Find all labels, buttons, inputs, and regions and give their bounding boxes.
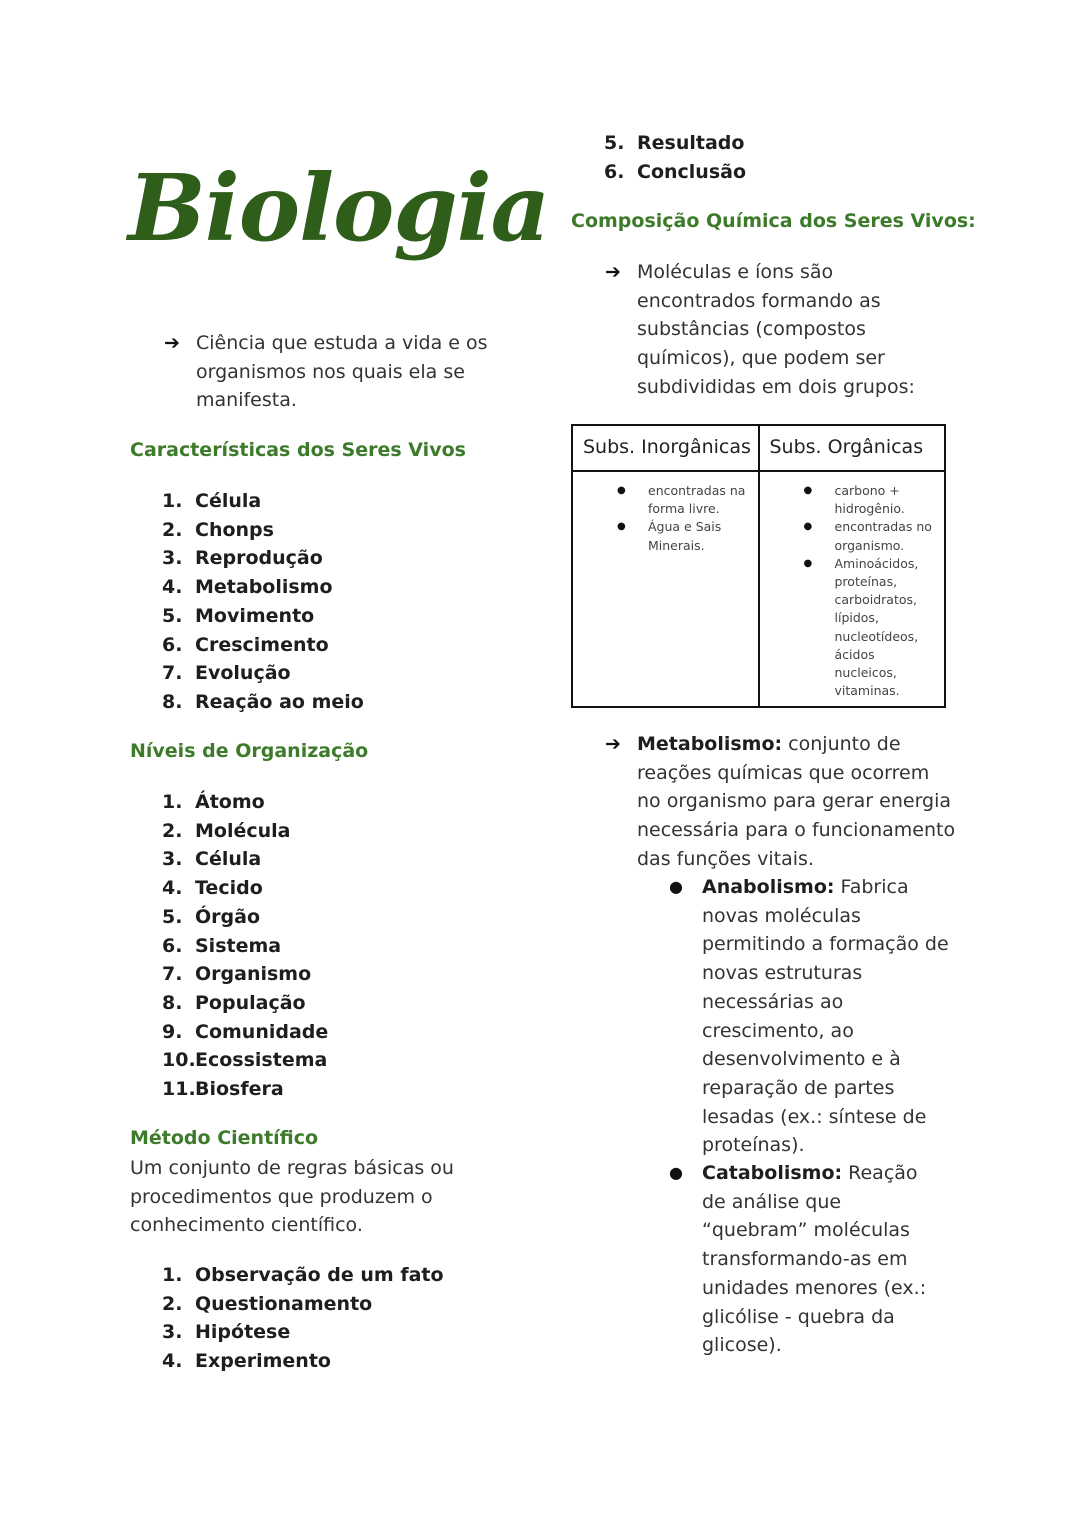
inorganicas-list <box>577 482 754 555</box>
list-item-label: Observação de um fato <box>195 1264 444 1286</box>
metodo-list-left <box>130 1261 444 1376</box>
metodo-text: Um conjunto de regras básicas ou procedimentos que produzem o conhecimento científico. <box>130 1157 454 1237</box>
list-item-label: Movimento <box>195 604 315 627</box>
list-item-label: População <box>195 991 306 1014</box>
list-item <box>130 544 364 573</box>
bullet-icon: ● <box>617 521 626 533</box>
list-item-number: 4. <box>162 1350 183 1373</box>
list-item <box>130 932 328 961</box>
list-item-label: Experimento <box>195 1350 331 1373</box>
catabolismo-text: Reação de análise que “quebram” moléculas transformando-as em unidades menores (ex.: glicólise - quebra da glicose). <box>702 1162 927 1357</box>
metabolismo-term: Metabolismo: <box>637 733 783 755</box>
niveis-list <box>130 788 328 1104</box>
list-item-number: 3. <box>162 848 183 871</box>
list-item-label: Metabolismo <box>195 576 333 599</box>
list-item <box>130 1075 328 1104</box>
table-cell-inorganicas <box>572 471 759 707</box>
list-item-label: Conclusão <box>637 160 747 183</box>
list-item-number: 2. <box>162 819 183 842</box>
arrow-icon: ➔ <box>605 261 621 283</box>
list-item-number: 1. <box>162 490 183 512</box>
list-item-label: Tecido <box>195 877 263 900</box>
list-item-number: 3. <box>162 547 183 570</box>
list-item-label: Célula <box>195 490 262 512</box>
anabolismo-item <box>669 873 952 1160</box>
list-item-number: 5. <box>604 132 625 154</box>
list-item <box>130 903 328 932</box>
list-item <box>130 788 328 817</box>
table-list-text: encontradas na forma livre. <box>648 483 746 517</box>
metodo-list-right <box>572 129 746 186</box>
list-item <box>130 1290 444 1319</box>
list-item-label: Molécula <box>195 819 291 842</box>
table-header-organicas: Subs. Orgânicas <box>759 425 946 471</box>
table-cell-organicas <box>759 471 946 707</box>
list-item-number: 1. <box>162 791 183 813</box>
list-item <box>130 659 364 688</box>
bullet-icon: ● <box>669 877 683 896</box>
table-list-item <box>577 518 754 554</box>
list-item <box>130 817 328 846</box>
list-item <box>130 874 328 903</box>
composicao-text: Moléculas e íons são encontrados formando as substâncias (compostos químicos), que podem ser subdivididas em dois grupos: <box>637 261 915 398</box>
list-item-number: 6. <box>162 633 183 656</box>
page-title: Biologia <box>128 154 550 262</box>
bullet-icon: ● <box>803 485 813 496</box>
list-item-number: 2. <box>162 518 183 541</box>
list-item-number: 8. <box>162 991 183 1014</box>
list-item-number: 1. <box>162 1264 183 1286</box>
list-item-number: 9. <box>162 1020 183 1043</box>
table-list-item <box>764 482 941 518</box>
list-item-label: Sistema <box>195 934 282 957</box>
list-item <box>130 516 364 545</box>
metabolismo-text: conjunto de reações químicas que ocorrem no organismo para gerar energia necessária para o funcionamento das funções vitais. <box>637 733 956 870</box>
list-item <box>130 1018 328 1047</box>
list-item <box>130 1347 444 1376</box>
list-item <box>130 1261 444 1290</box>
list-item <box>130 960 328 989</box>
list-item-label: Resultado <box>637 132 745 154</box>
list-item-label: Crescimento <box>195 633 329 656</box>
list-item-label: Chonps <box>195 518 274 541</box>
table-list-item <box>764 555 941 701</box>
list-item-label: Reprodução <box>195 547 323 570</box>
list-item-label: Célula <box>195 848 262 871</box>
catabolismo-item <box>669 1159 947 1360</box>
bullet-icon: ● <box>803 521 813 533</box>
list-item-label: Átomo <box>195 791 265 813</box>
heading-caracteristicas: Características dos Seres Vivos <box>130 439 466 461</box>
list-item-number: 5. <box>162 604 183 627</box>
list-item-number: 6. <box>162 934 183 957</box>
intro-text: Ciência que estuda a vida e os organismos nos quais ela se manifesta. <box>196 332 488 412</box>
list-item-label: Órgão <box>195 905 260 928</box>
arrow-icon: ➔ <box>605 733 621 755</box>
list-item-number: 8. <box>162 690 183 713</box>
list-item-label: Evolução <box>195 662 291 685</box>
list-item-number: 4. <box>162 576 183 599</box>
list-item <box>130 631 364 660</box>
metabolismo-block <box>605 730 957 874</box>
list-item-number: 2. <box>162 1292 183 1315</box>
list-item <box>572 129 746 158</box>
table-list-text: encontradas no organismo. <box>834 519 932 553</box>
table-header-inorganicas: Subs. Inorgânicas <box>572 425 759 471</box>
composicao-block <box>605 258 927 402</box>
list-item <box>130 688 364 717</box>
list-item <box>130 1318 444 1347</box>
list-item-label: Comunidade <box>195 1020 329 1043</box>
list-item-label: Hipótese <box>195 1321 291 1344</box>
list-item <box>572 158 746 187</box>
table-list-text: Água e Sais Minerais. <box>648 519 722 553</box>
arrow-icon: ➔ <box>164 332 180 354</box>
anabolismo-term: Anabolismo: <box>702 876 835 898</box>
catabolismo-term: Catabolismo: <box>702 1162 843 1184</box>
list-item-label: Biosfera <box>195 1078 284 1101</box>
organicas-list <box>764 482 941 700</box>
list-item-label: Reação ao meio <box>195 690 364 713</box>
caracteristicas-list <box>130 487 364 717</box>
table-list-item <box>577 482 754 518</box>
list-item-label: Ecossistema <box>195 1049 328 1072</box>
heading-niveis: Níveis de Organização <box>130 740 369 762</box>
list-item-label: Organismo <box>195 963 312 986</box>
list-item-number: 5. <box>162 905 183 928</box>
list-item <box>130 573 364 602</box>
list-item-number: 6. <box>604 160 625 183</box>
list-item-number: 7. <box>162 662 183 685</box>
table-list-item <box>764 518 941 554</box>
list-item <box>130 989 328 1018</box>
list-item-number: 11. <box>162 1078 196 1101</box>
list-item-number: 10. <box>162 1049 196 1072</box>
list-item-label: Questionamento <box>195 1292 373 1315</box>
list-item <box>130 845 328 874</box>
anabolismo-text: Fabrica novas moléculas permitindo a formação de novas estruturas necessárias ao crescimento, ao desenvolvimento e à reparação de partes lesadas (ex.: síntese de proteínas). <box>702 876 949 1157</box>
table-list-text: carbono + hidrogênio. <box>834 483 905 517</box>
substancias-table <box>571 424 946 708</box>
heading-composicao: Composição Química dos Seres Vivos: <box>571 210 976 232</box>
intro-block <box>164 329 496 415</box>
table-list-text: Aminoácidos, proteínas, carboidratos, lípidos, nucleotídeos, ácidos nucleicos, vitaminas. <box>834 555 919 699</box>
list-item-number: 4. <box>162 877 183 900</box>
list-item-number: 3. <box>162 1321 183 1344</box>
list-item-number: 7. <box>162 963 183 986</box>
bullet-icon: ● <box>617 485 626 496</box>
list-item <box>130 602 364 631</box>
bullet-icon: ● <box>669 1163 683 1182</box>
list-item <box>130 1046 328 1075</box>
bullet-icon: ● <box>803 557 813 569</box>
list-item <box>130 487 364 516</box>
heading-metodo: Método Científico <box>130 1127 319 1149</box>
